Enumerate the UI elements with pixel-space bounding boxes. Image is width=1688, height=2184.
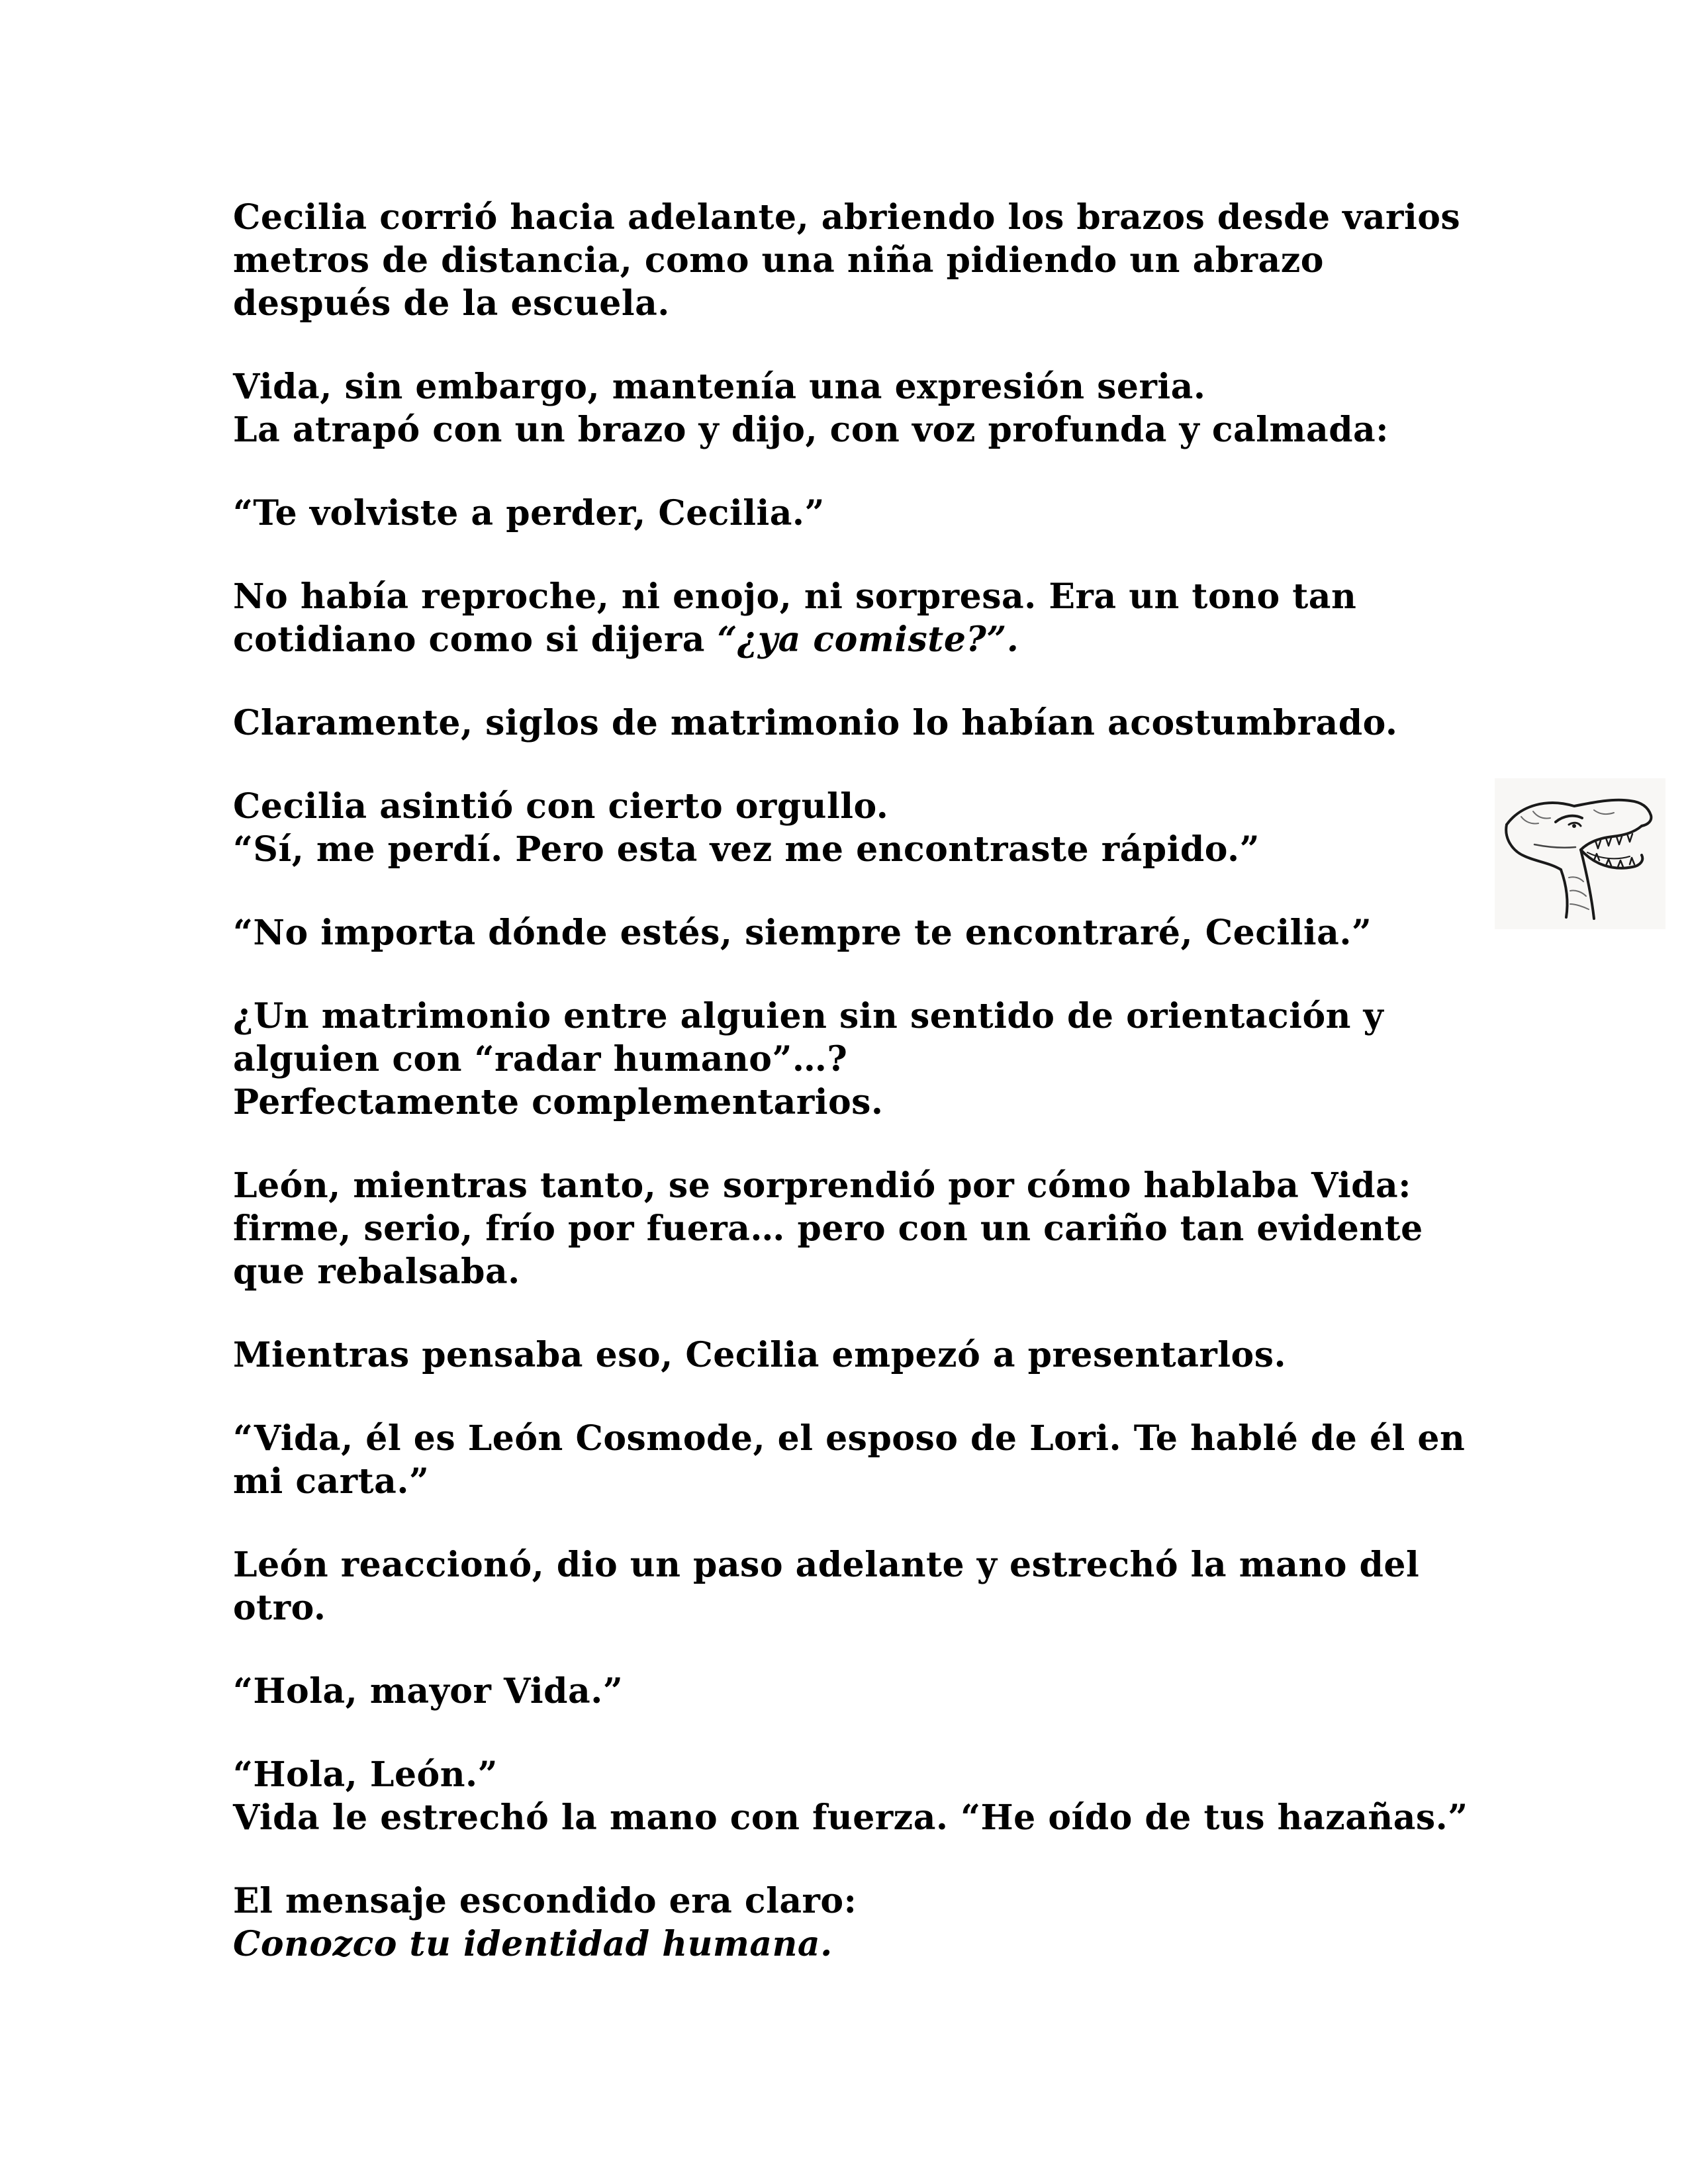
text-line: Mientras pensaba eso, Cecilia empezó a presentarlos.: [233, 1335, 1287, 1375]
text-line: León, mientras tanto, se sorprendió por cómo hablaba Vida:: [233, 1165, 1411, 1206]
text-line: metros de distancia, como una niña pidiendo un abrazo: [233, 240, 1324, 281]
paragraph: [233, 1670, 1491, 1713]
text-line: que rebalsaba.: [233, 1251, 520, 1292]
italic-quote: “¿ya comiste?”.: [717, 619, 1019, 660]
text-line: [233, 618, 1491, 661]
dinosaur-head-icon: [1495, 778, 1665, 929]
text-line: No había reproche, ni enojo, ni sorpresa. Era un tono tan: [233, 576, 1357, 617]
text-line: Cecilia asintió con cierto orgullo.: [233, 786, 889, 827]
text-line: Cecilia corrió hacia adelante, abriendo los brazos desde varios: [233, 197, 1461, 238]
text-line: mi carta.”: [233, 1461, 430, 1502]
paragraph: [233, 1753, 1491, 1839]
text-line: La atrapó con un brazo y dijo, con voz profunda y calmada:: [233, 410, 1389, 450]
paragraph: [233, 702, 1491, 745]
text-line: León reaccionó, dio un paso adelante y estrechó la mano del: [233, 1545, 1420, 1585]
text-line: Perfectamente complementarios.: [233, 1082, 884, 1122]
text-line: El mensaje escondido era claro:: [233, 1881, 857, 1921]
paragraph: [233, 1880, 1491, 1966]
paragraph: [233, 911, 1491, 954]
paragraph: [233, 365, 1491, 451]
text-line: “Hola, León.”: [233, 1754, 498, 1795]
text-line: ¿Un matrimonio entre alguien sin sentido de orientación y: [233, 996, 1384, 1036]
text-line: Claramente, siglos de matrimonio lo habían acostumbrado.: [233, 703, 1398, 743]
text-segment: cotidiano como si dijera: [233, 619, 718, 660]
paragraph: [233, 492, 1491, 535]
paragraph: [233, 575, 1491, 661]
text-line: “Sí, me perdí. Pero esta vez me encontraste rápido.”: [233, 829, 1260, 870]
text-line: Vida le estrechó la mano con fuerza. “He oído de tus hazañas.”: [233, 1797, 1468, 1838]
text-line: otro.: [233, 1588, 326, 1628]
paragraph: [233, 995, 1491, 1124]
paragraph: [233, 1543, 1491, 1629]
text-line: “Vida, él es León Cosmode, el esposo de Lori. Te hablé de él en: [233, 1418, 1466, 1459]
hidden-message: Conozco tu identidad humana.: [233, 1924, 833, 1964]
text-line: Vida, sin embargo, mantenía una expresión seria.: [233, 367, 1206, 407]
text-line: alguien con “radar humano”…?: [233, 1039, 848, 1079]
paragraph: [233, 1417, 1491, 1503]
paragraph: [233, 1164, 1491, 1293]
paragraph: [233, 785, 1491, 871]
paragraph: [233, 196, 1491, 325]
story-text: [233, 196, 1491, 2006]
text-line: “Te volviste a perder, Cecilia.”: [233, 493, 825, 533]
text-line: “No importa dónde estés, siempre te encontraré, Cecilia.”: [233, 913, 1372, 953]
text-line: firme, serio, frío por fuera… pero con un cariño tan evidente: [233, 1208, 1423, 1249]
text-line: después de la escuela.: [233, 283, 670, 324]
text-line: “Hola, mayor Vida.”: [233, 1671, 624, 1711]
paragraph: [233, 1334, 1491, 1377]
